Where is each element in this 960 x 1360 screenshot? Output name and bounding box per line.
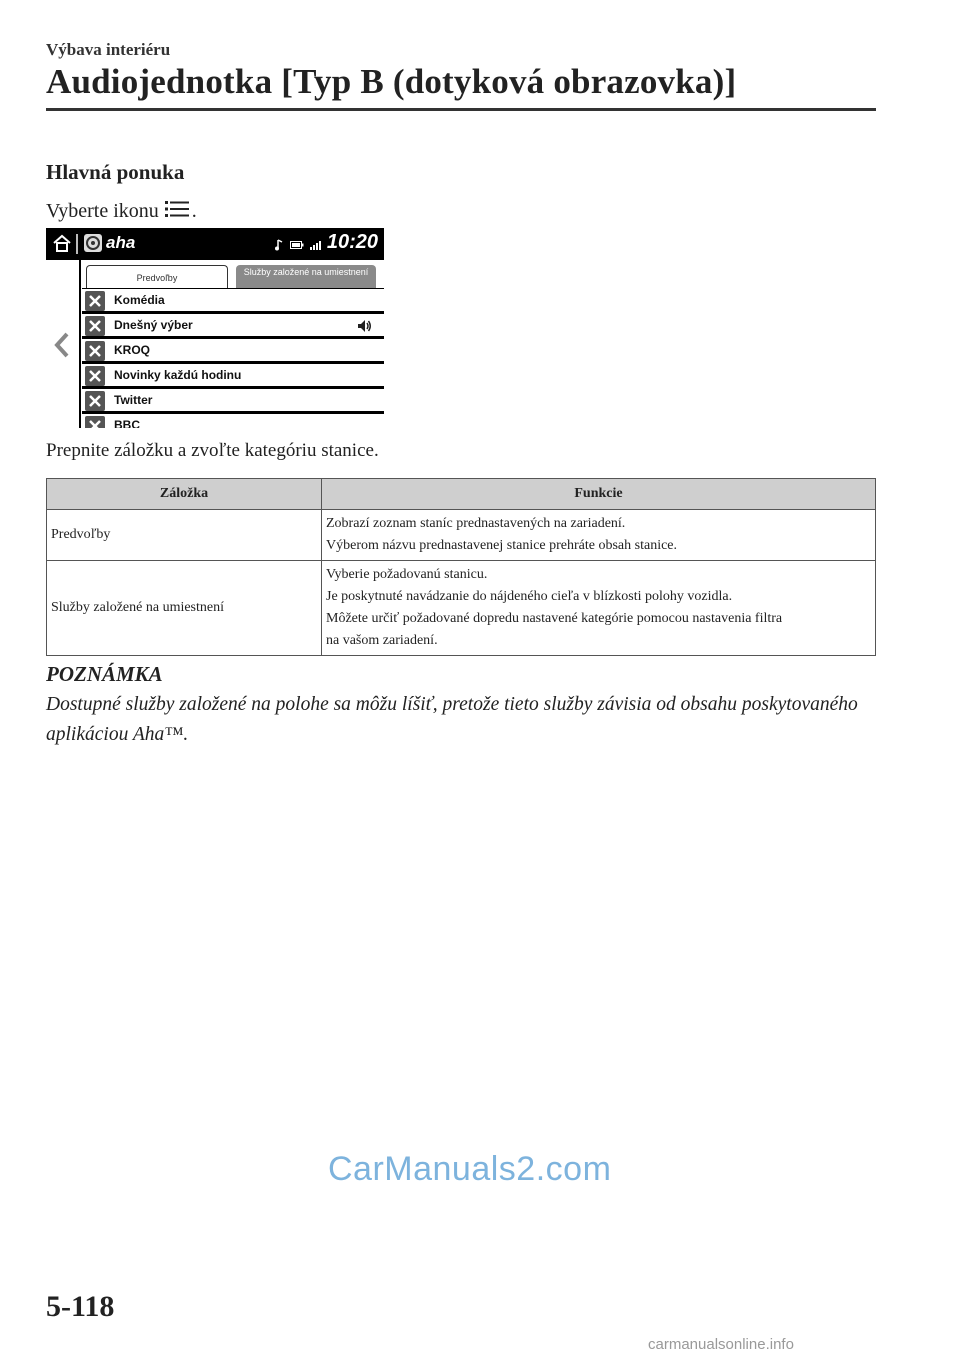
aha-screen — [46, 228, 384, 428]
station-list — [82, 288, 384, 428]
table-cell-tab: Predvoľby — [47, 510, 322, 561]
list-item-label: KROQ — [114, 343, 150, 357]
function-line: Zobrazí zoznam staníc prednastavených na zariadení. — [326, 516, 626, 531]
list-item-label: BBC — [114, 418, 140, 428]
close-icon[interactable] — [85, 366, 105, 386]
close-icon[interactable] — [85, 341, 105, 361]
function-line: Vyberie požadovanú stanicu. — [326, 567, 488, 582]
status-separator — [76, 234, 78, 254]
status-icons — [274, 239, 324, 251]
close-icon[interactable] — [85, 391, 105, 411]
close-icon[interactable] — [85, 316, 105, 336]
tab-presets[interactable]: Predvoľby — [86, 265, 228, 288]
list-item-label: Dnešný výber — [114, 318, 193, 332]
function-line: Je poskytnuté navádzanie do nájdeného cieľa v blízkosti polohy vozidla. — [326, 589, 733, 604]
close-icon[interactable] — [85, 416, 105, 428]
clock: 10:20 — [326, 231, 378, 253]
screen-content — [46, 260, 384, 428]
main-menu-instruction — [46, 200, 197, 223]
table-cell-function — [322, 561, 876, 656]
function-line: Môžete určiť požadované dopredu nastavené kategórie pomocou nastavenia filtra — [326, 611, 783, 626]
function-table — [46, 478, 876, 656]
list-item[interactable] — [82, 413, 384, 428]
list-item[interactable] — [82, 313, 384, 338]
table-header: Funkcie — [322, 479, 876, 510]
speaker-icon — [356, 318, 372, 334]
tab-location-services[interactable]: Služby založené na umiestnení — [236, 265, 376, 288]
instruction-period: . — [191, 200, 197, 222]
instruction-text: Vyberte ikonu — [46, 200, 159, 222]
screen-tabs — [86, 265, 384, 289]
table-cell-tab: Služby založené na umiestnení — [47, 561, 322, 656]
page-number: 5-118 — [46, 1290, 115, 1323]
table-row — [47, 561, 876, 656]
list-menu-icon — [165, 200, 189, 218]
function-line: Výberom názvu prednastavenej stanice prehráte obsah stanice. — [326, 538, 678, 553]
table-header-row — [47, 479, 876, 510]
list-item[interactable] — [82, 288, 384, 313]
footer-source: carmanualsonline.info — [648, 1336, 794, 1353]
battery-icon — [290, 240, 304, 250]
close-icon[interactable] — [85, 291, 105, 311]
note-text: Dostupné služby založené na polohe sa môžu líšiť, pretože tieto služby závisia od obsahu poskytovaného aplikáciou Aha™. — [46, 694, 858, 745]
back-arrow-icon[interactable] — [54, 332, 70, 358]
table-header: Záložka — [47, 479, 322, 510]
screen-status-bar — [46, 228, 384, 260]
home-icon[interactable] — [52, 233, 72, 253]
list-item-label: Novinky každú hodinu — [114, 368, 242, 382]
side-divider — [79, 260, 81, 428]
app-name: aha — [106, 233, 136, 252]
main-menu-heading: Hlavná ponuka — [46, 160, 185, 184]
table-cell-function — [322, 510, 876, 561]
signal-icon — [310, 240, 324, 250]
note-heading: POZNÁMKA — [46, 662, 163, 686]
screen-caption: Prepnite záložku a zvoľte kategóriu stanice. — [46, 440, 379, 461]
section-kicker: Výbava interiéru — [46, 40, 171, 59]
list-item[interactable] — [82, 338, 384, 363]
table-row — [47, 510, 876, 561]
watermark: CarManuals2.com — [328, 1150, 612, 1188]
music-note-icon — [274, 239, 284, 251]
aha-app-icon — [84, 234, 102, 252]
list-item-label: Twitter — [114, 393, 153, 407]
list-item-label: Komédia — [114, 293, 165, 307]
list-item[interactable] — [82, 363, 384, 388]
function-line: na vašom zariadení. — [326, 633, 438, 648]
page-title: Audiojednotka [Typ B (dotyková obrazovka)] — [46, 62, 737, 101]
title-divider — [46, 108, 876, 111]
list-item[interactable] — [82, 388, 384, 413]
